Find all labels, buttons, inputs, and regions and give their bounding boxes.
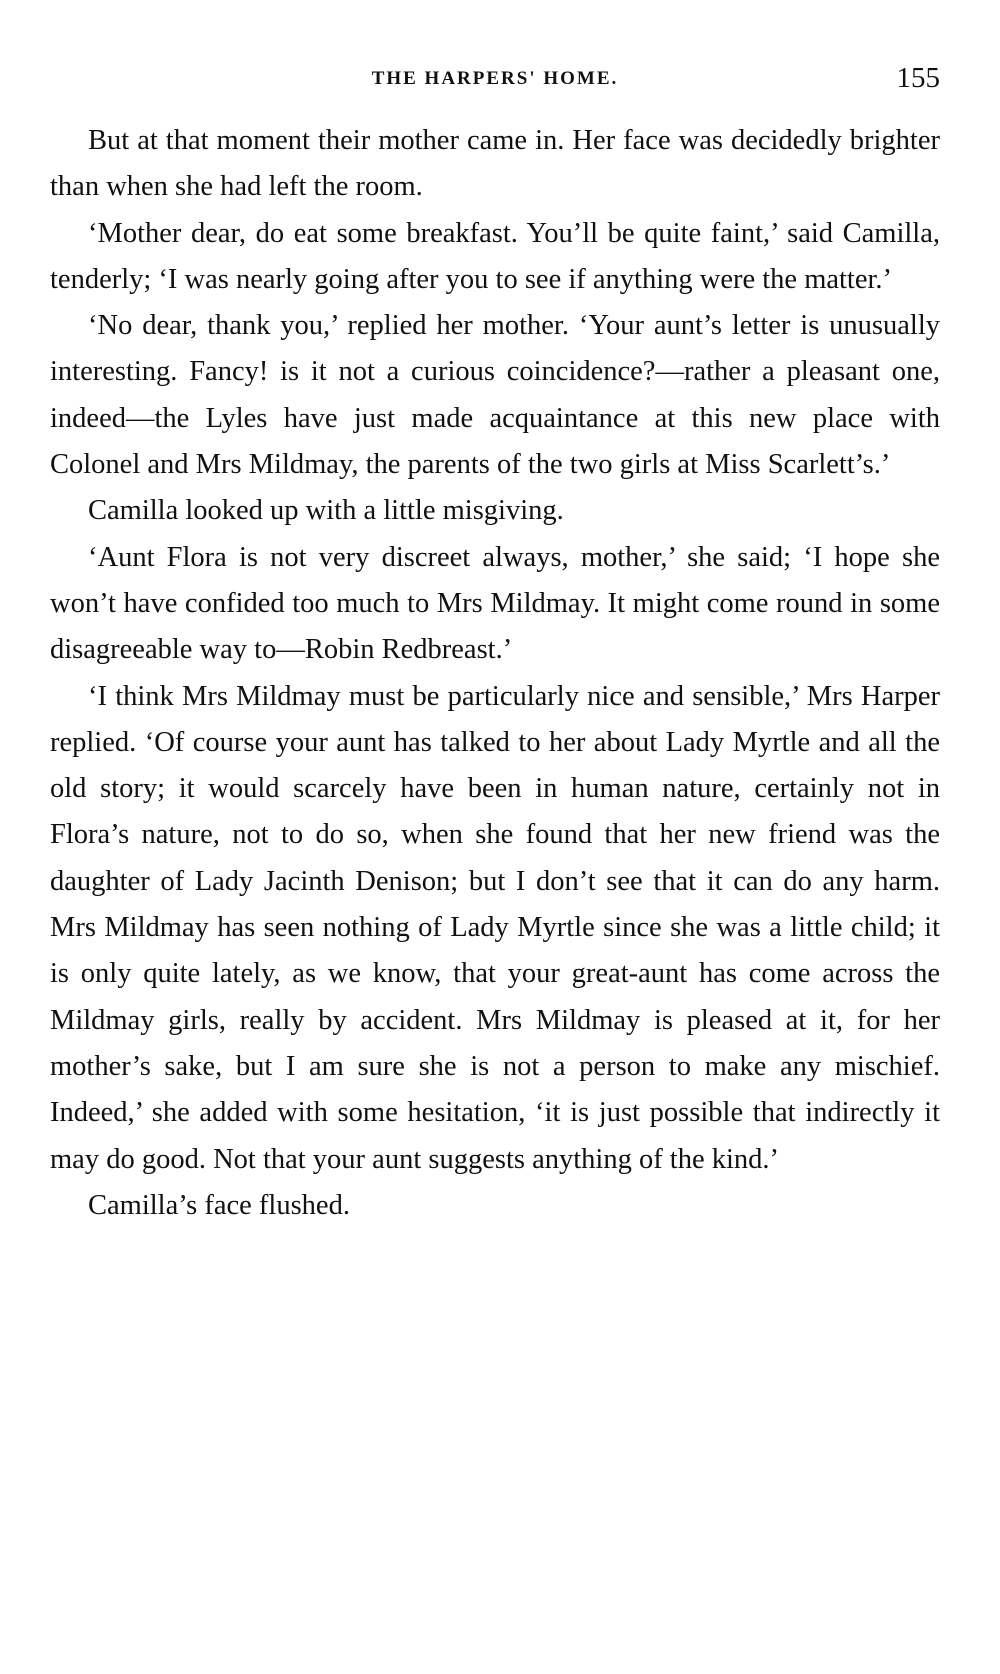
paragraph: ‘No dear, thank you,’ replied her mother. ‘Your aunt’s letter is unusually interesting. Fancy! is it not a curious coincidence?—rather a pleasant one, indeed—the Lyles have just made acquaintance at this new place with Colonel and Mrs Mildmay, the parents of the two girls at Miss Scarlett’s.’ [50, 310, 940, 481]
paragraph: Camilla looked up with a little misgiving. [88, 495, 564, 527]
paragraph: ‘Mother dear, do eat some breakfast. You’ll be quite faint,’ said Camilla, tenderly; ‘I was nearly going after you to see if anything were the matter.’ [50, 217, 940, 295]
page-header [50, 62, 940, 102]
paragraph: Camilla’s face flushed. [88, 1189, 350, 1221]
body-text [50, 118, 940, 1229]
paragraph: But at that moment their mother came in. Her face was decidedly brighter than when she had left the room. [50, 125, 940, 203]
paragraph: ‘I think Mrs Mildmay must be particularly nice and sensible,’ Mrs Harper replied. ‘Of course your aunt has talked to her about Lady Myrtle and all the old story; it would scarcely have been in human nature, certainly not in Flora’s nature, not to do so, when she found that her new friend was the daughter of Lady Jacinth Denison; but I don’t see that it can do any harm. Mrs Mildmay has seen nothing of Lady Myrtle since she was a little child; it is only quite lately, as we know, that your great-aunt has come across the Mildmay girls, really by accident. Mrs Mildmay is pleased at it, for her mother’s sake, but I am sure she is not a person to make any mischief. Indeed,’ she added with some hesitation, ‘it is just possible that indirectly it may do good. Not that your aunt suggests anything of the kind.’ [50, 680, 940, 1175]
page-number: 155 [896, 62, 940, 94]
running-title: THE HARPERS' HOME. [371, 68, 619, 89]
paragraph: ‘Aunt Flora is not very discreet always, mother,’ she said; ‘I hope she won’t have confided too much to Mrs Mildmay. It might come round in some disagreeable way to—Robin Redbreast.’ [50, 541, 940, 666]
